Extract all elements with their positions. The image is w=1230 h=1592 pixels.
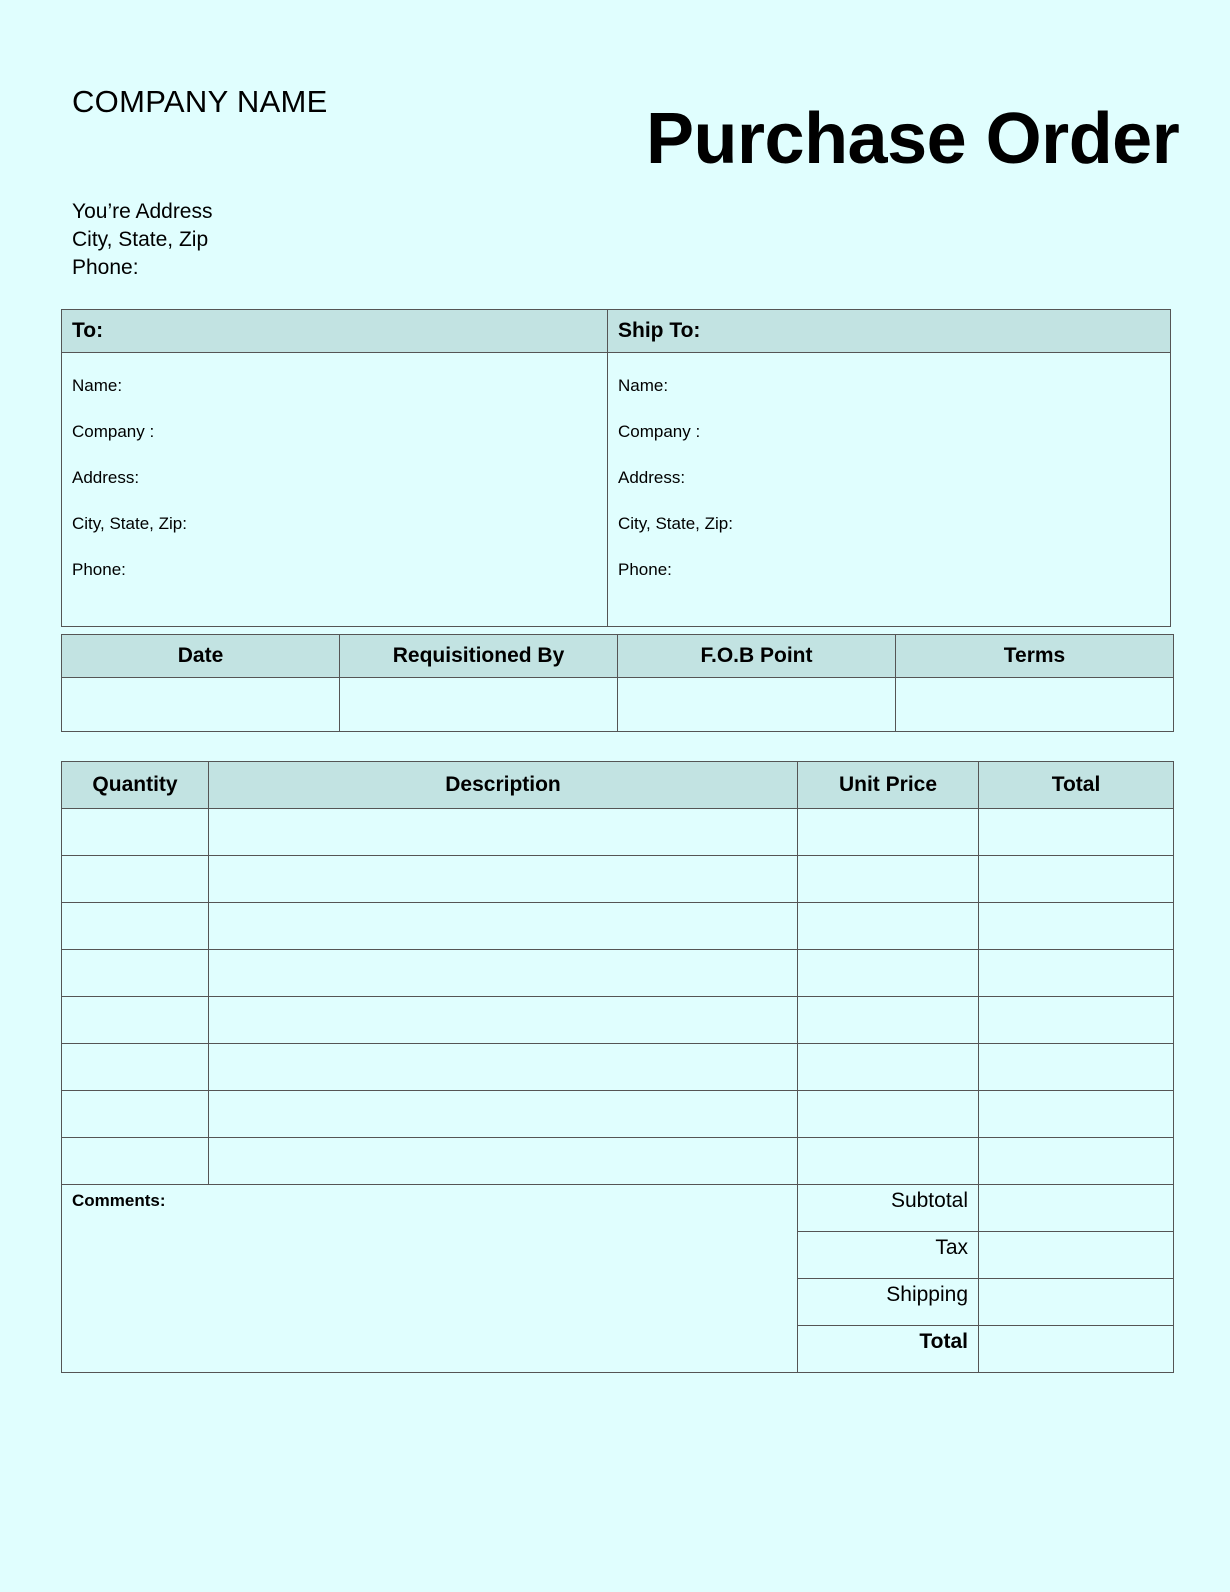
table-row — [62, 997, 1174, 1044]
quantity-cell[interactable] — [62, 1138, 209, 1185]
terms-header: Terms — [896, 635, 1174, 678]
table-row — [62, 1091, 1174, 1138]
ship-to-header: Ship To: — [608, 310, 1171, 353]
date-header: Date — [62, 635, 340, 678]
unit-price-cell[interactable] — [798, 809, 979, 856]
line-total-cell[interactable] — [979, 856, 1174, 903]
description-header: Description — [209, 762, 798, 809]
shipping-value-cell[interactable] — [979, 1279, 1174, 1326]
grand-total-value-cell[interactable] — [979, 1326, 1174, 1373]
quantity-cell[interactable] — [62, 1044, 209, 1091]
total-header: Total — [979, 762, 1174, 809]
line-total-cell[interactable] — [979, 903, 1174, 950]
fob-point-cell[interactable] — [618, 678, 896, 732]
unit-price-cell[interactable] — [798, 997, 979, 1044]
line-items-table — [61, 761, 1174, 1373]
unit-price-cell[interactable] — [798, 1091, 979, 1138]
terms-cell[interactable] — [896, 678, 1174, 732]
tax-label: Tax — [798, 1232, 979, 1279]
description-cell[interactable] — [209, 997, 798, 1044]
address-table — [61, 309, 1171, 627]
comments-area[interactable] — [62, 1185, 798, 1373]
ship-to-phone-label: Phone: — [618, 560, 672, 579]
quantity-cell[interactable] — [62, 1091, 209, 1138]
description-cell[interactable] — [209, 1091, 798, 1138]
requisitioned-by-header: Requisitioned By — [340, 635, 618, 678]
table-row — [62, 1044, 1174, 1091]
company-name: COMPANY NAME — [72, 84, 328, 119]
line-total-cell[interactable] — [979, 950, 1174, 997]
to-header: To: — [62, 310, 608, 353]
page-title: Purchase Order — [646, 99, 1180, 179]
description-cell[interactable] — [209, 903, 798, 950]
quantity-cell[interactable] — [62, 856, 209, 903]
description-cell[interactable] — [209, 809, 798, 856]
to-name-label: Name: — [72, 376, 123, 395]
unit-price-cell[interactable] — [798, 856, 979, 903]
subtotal-label: Subtotal — [798, 1185, 979, 1232]
date-cell[interactable] — [62, 678, 340, 732]
line-total-cell[interactable] — [979, 1091, 1174, 1138]
tax-value-cell[interactable] — [979, 1232, 1174, 1279]
fob-point-header: F.O.B Point — [618, 635, 896, 678]
unit-price-cell[interactable] — [798, 1044, 979, 1091]
quantity-header: Quantity — [62, 762, 209, 809]
table-row — [62, 903, 1174, 950]
description-cell[interactable] — [209, 950, 798, 997]
ship-to-address-label: Address: — [618, 468, 686, 487]
description-cell[interactable] — [209, 1044, 798, 1091]
line-total-cell[interactable] — [979, 809, 1174, 856]
line-total-cell[interactable] — [979, 1044, 1174, 1091]
line-total-cell[interactable] — [979, 1138, 1174, 1185]
to-phone-label: Phone: — [72, 560, 126, 579]
quantity-cell[interactable] — [62, 809, 209, 856]
line-total-cell[interactable] — [979, 997, 1174, 1044]
unit-price-cell[interactable] — [798, 1138, 979, 1185]
ship-to-city-state-zip-label: City, State, Zip: — [618, 514, 733, 533]
to-address-label: Address: — [72, 468, 140, 487]
sender-address-block — [72, 198, 213, 282]
table-row — [62, 809, 1174, 856]
sender-address-line: You’re Address — [72, 200, 213, 223]
requisitioned-by-cell[interactable] — [340, 678, 618, 732]
quantity-cell[interactable] — [62, 950, 209, 997]
to-fields[interactable] — [62, 353, 608, 627]
quantity-cell[interactable] — [62, 997, 209, 1044]
table-row — [62, 1138, 1174, 1185]
description-cell[interactable] — [209, 856, 798, 903]
ship-to-name-label: Name: — [618, 376, 669, 395]
grand-total-label: Total — [798, 1326, 979, 1373]
to-city-state-zip-label: City, State, Zip: — [72, 514, 187, 533]
ship-to-fields[interactable] — [608, 353, 1171, 627]
table-row — [62, 856, 1174, 903]
to-company-label: Company : — [72, 422, 155, 441]
order-meta-table — [61, 634, 1174, 732]
unit-price-header: Unit Price — [798, 762, 979, 809]
shipping-label: Shipping — [798, 1279, 979, 1326]
sender-city-state-zip: City, State, Zip — [72, 228, 209, 251]
quantity-cell[interactable] — [62, 903, 209, 950]
sender-phone-label: Phone: — [72, 256, 139, 279]
description-cell[interactable] — [209, 1138, 798, 1185]
ship-to-company-label: Company : — [618, 422, 701, 441]
table-row — [62, 950, 1174, 997]
comments-label: Comments: — [72, 1191, 166, 1210]
subtotal-value-cell[interactable] — [979, 1185, 1174, 1232]
unit-price-cell[interactable] — [798, 950, 979, 997]
unit-price-cell[interactable] — [798, 903, 979, 950]
